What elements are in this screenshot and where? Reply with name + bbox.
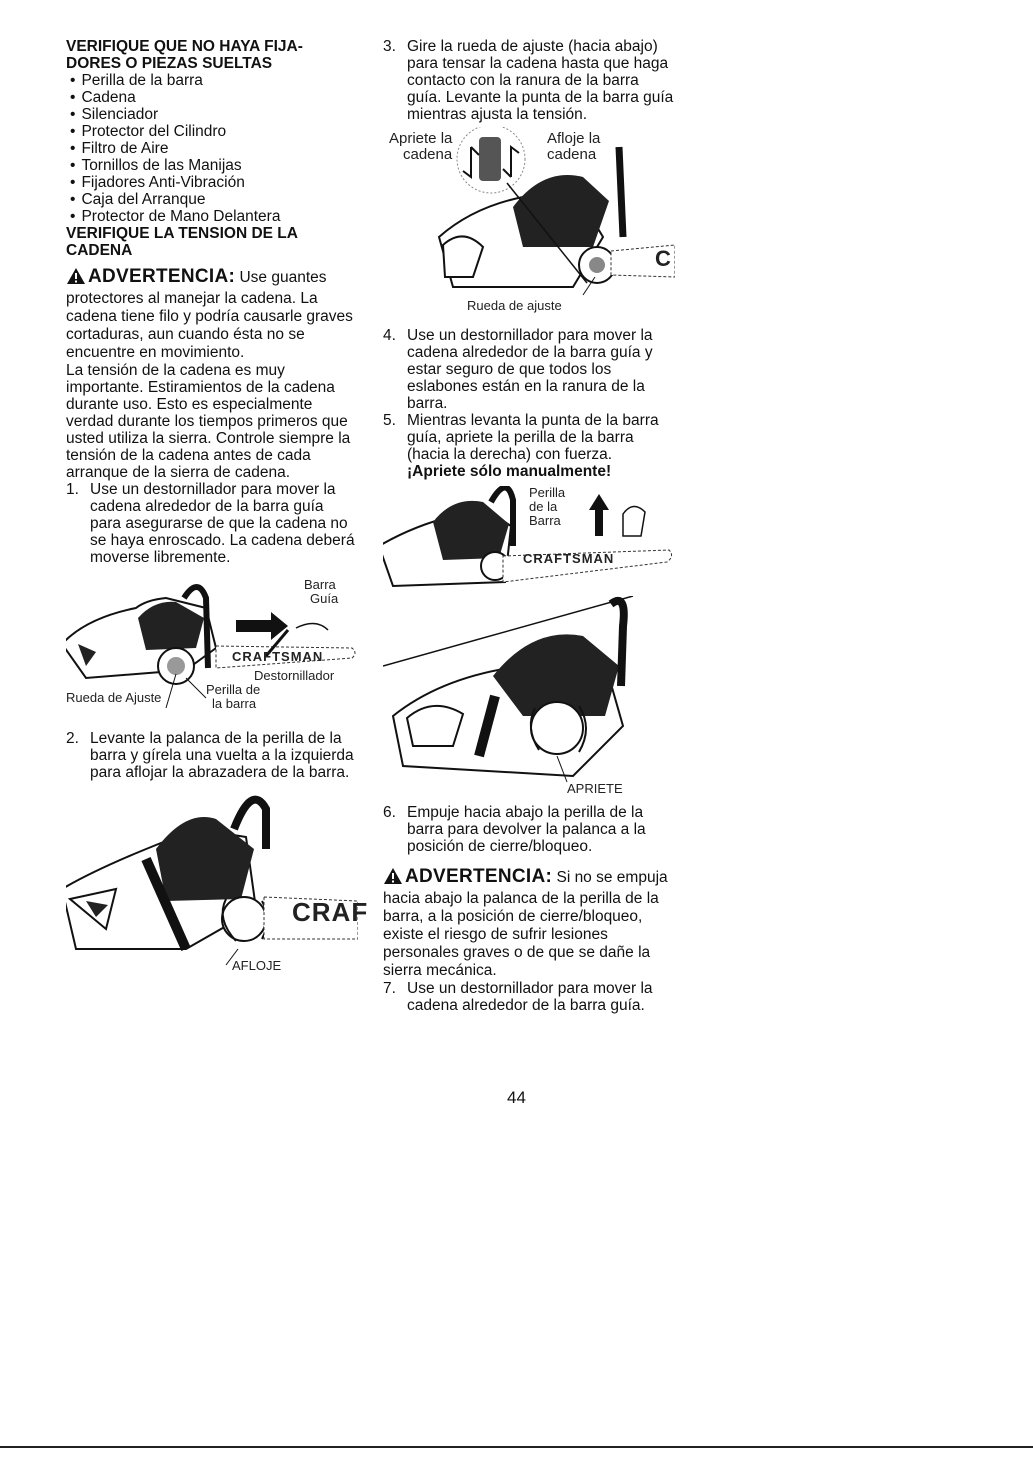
step-number: 4. [383, 327, 396, 344]
brand-logo: CRAFTSMAN [523, 551, 615, 566]
list-item: • Caja del Arranque [66, 191, 358, 208]
step-4 [383, 327, 675, 412]
left-column [66, 38, 369, 979]
brand-logo: CRAF [292, 897, 369, 927]
list-item: • Perilla de la barra [66, 72, 358, 89]
step-text: Use un destornillador para mover la cadena alrededor de la barra guía para asegurarse de que la cadena no se haya enroscado. La cadena deberá moverse libremente. [90, 481, 355, 566]
warning-block [66, 267, 358, 362]
list-item: • Protector del Cilindro [66, 123, 358, 140]
figure-adjust-wheel [383, 127, 675, 327]
list-item: • Cadena [66, 89, 358, 106]
page-number: 44 [507, 1088, 526, 1107]
chainsaw-illustration [383, 596, 675, 796]
step-1 [66, 481, 358, 566]
step-6 [383, 804, 675, 855]
warning-triangle-icon [383, 867, 403, 890]
label-perilla-1: Perilla de [206, 682, 261, 697]
label-destornillador: Destornillador [254, 668, 335, 683]
list-item: • Protector de Mano Delantera [66, 208, 358, 225]
label-afloje-cadena: cadena [547, 146, 597, 163]
right-column [383, 38, 675, 1014]
label-rueda-ajuste: Rueda de Ajuste [66, 690, 162, 705]
label-afloje: AFLOJE [232, 958, 282, 973]
step-number: 2. [66, 730, 79, 747]
warning-text: Si no se empuja hacia abajo la palanca de la perilla de la barra, a la posición de cierre/bloqueo, existe el riesgo de sufrir lesiones personales graves o de que se dañe la sierra mecánica. [383, 869, 668, 979]
label-perilla-2: la barra [212, 696, 257, 711]
figure-loosen-knob [66, 789, 369, 979]
warning-text: Use guantes protectores al manejar la cadena. La cadena tiene filo y podría causarle graves cortaduras, aun cuando ésta no se encuentre en movimiento. [66, 269, 353, 361]
step-number: 3. [383, 38, 396, 55]
step-5 [383, 412, 675, 480]
step-7 [383, 980, 675, 1014]
step-number: 1. [66, 481, 79, 498]
step-number: 6. [383, 804, 396, 821]
heading-chain-tension: VERIFIQUE LA TENSION DE LA CADENA [66, 225, 298, 259]
warning-title: ADVERTENCIA: [88, 266, 236, 287]
list-item: • Silenciador [66, 106, 358, 123]
step-text: Use un destornillador para mover la cadena alrededor de la barra guía y estar seguro de que todos los eslabones están en la ranura de la barra. [407, 327, 653, 412]
label-rueda-ajuste: Rueda de ajuste [467, 298, 562, 313]
step-number: 7. [383, 980, 396, 997]
step-text: Empuje hacia abajo la perilla de la barra para devolver la palanca a la posición de cierre/bloqueo. [407, 804, 646, 855]
label-guia: Guía [310, 591, 339, 606]
label-barra: Barra [304, 577, 336, 592]
heading-loose-parts: VERIFIQUE QUE NO HAYA FIJA- DORES O PIEZAS SUELTAS [66, 38, 303, 72]
label-de-la: de la [529, 499, 558, 514]
chainsaw-illustration [66, 789, 358, 979]
step-emphasis: ¡Apriete sólo manualmente! [407, 463, 612, 480]
brand-logo: C [655, 246, 671, 271]
warning-block-2 [383, 867, 675, 980]
figure-screwdriver-chain [66, 578, 358, 728]
label-perilla: Perilla [529, 485, 566, 500]
step-2 [66, 730, 358, 781]
step-text: Gire la rueda de ajuste (hacia abajo) para tensar la cadena hasta que haga contacto con la ranura de la barra guía. Levante la punta de la barra guía mientras ajusta la tensión. [407, 38, 674, 123]
step-text: Mientras levanta la punta de la barra guía, apriete la perilla de la barra (hacia la derecha) con fuerza. [407, 412, 659, 463]
list-item: • Fijadores Anti-Vibración [66, 174, 358, 191]
warning-title: ADVERTENCIA: [405, 866, 553, 887]
label-apriete: APRIETE [567, 781, 623, 796]
step-3 [383, 38, 675, 123]
step-number: 5. [383, 412, 396, 429]
warning-triangle-icon [66, 267, 86, 290]
bottom-rule [0, 1446, 1033, 1448]
tension-paragraph: La tensión de la cadena es muy importante. Estiramientos de la cadena durante uso. Esto es especialmente verdad durante los tiempos primeros que usted utiliza la sierra. Controle siempre la tensión de la cadena antes de cada arranque de la sierra de cadena. [66, 362, 351, 481]
list-item: • Tornillos de las Manijas [66, 157, 358, 174]
brand-logo: CRAFTSMAN [232, 649, 324, 664]
label-apriete-cadena: cadena [403, 146, 453, 163]
figure-tighten-knob [383, 486, 675, 596]
loose-parts-list [66, 72, 358, 225]
label-afloje-la: Afloje la [547, 130, 601, 147]
step-text: Levante la palanca de la perilla de la barra y gírela una vuelta a la izquierda para aflojar la abrazadera de la barra. [90, 730, 354, 781]
step-text: Use un destornillador para mover la cadena alrededor de la barra guía. [407, 980, 653, 1014]
label-apriete-la: Apriete la [389, 130, 453, 147]
label-barra: Barra [529, 513, 561, 528]
figure-tighten-closeup [383, 596, 675, 796]
list-item: • Filtro de Aire [66, 140, 358, 157]
